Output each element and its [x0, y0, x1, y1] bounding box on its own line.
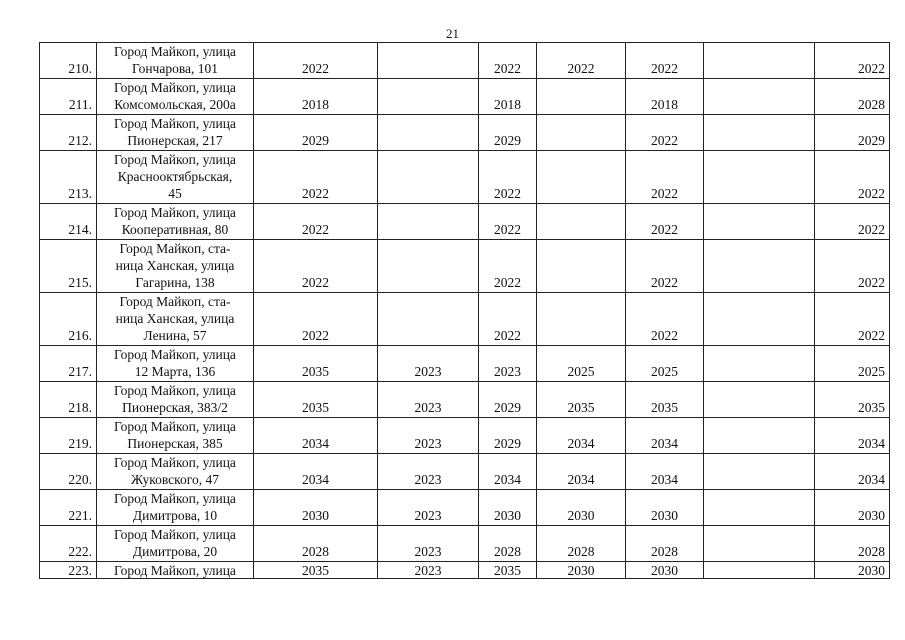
- year-cell: 2022: [815, 240, 890, 293]
- year-cell: 2029: [254, 115, 378, 151]
- year-cell: [378, 79, 479, 115]
- year-cell: [378, 240, 479, 293]
- year-cell: [378, 151, 479, 204]
- year-cell: 2022: [254, 204, 378, 240]
- year-cell: 2022: [626, 204, 704, 240]
- table-row: [40, 240, 890, 293]
- year-cell: 2023: [378, 526, 479, 562]
- row-number: 220.: [40, 454, 97, 490]
- table-row: [40, 43, 890, 79]
- year-cell: 2035: [815, 382, 890, 418]
- address-cell: Город Майкоп, улица Жуковского, 47: [97, 454, 254, 490]
- year-cell: 2022: [626, 115, 704, 151]
- year-cell: 2030: [815, 562, 890, 579]
- year-cell: 2022: [479, 204, 537, 240]
- year-cell: 2035: [254, 346, 378, 382]
- year-cell: 2023: [378, 562, 479, 579]
- year-cell: 2028: [815, 526, 890, 562]
- row-number: 212.: [40, 115, 97, 151]
- year-cell: [704, 346, 815, 382]
- year-cell: 2022: [815, 151, 890, 204]
- row-number: 219.: [40, 418, 97, 454]
- page-number: 21: [446, 26, 459, 41]
- year-cell: 2018: [626, 79, 704, 115]
- year-cell: 2030: [626, 562, 704, 579]
- table-row: [40, 151, 890, 204]
- year-cell: 2022: [479, 240, 537, 293]
- year-cell: 2028: [254, 526, 378, 562]
- row-number: 218.: [40, 382, 97, 418]
- year-cell: 2018: [479, 79, 537, 115]
- year-cell: 2025: [537, 346, 626, 382]
- year-cell: [537, 293, 626, 346]
- year-cell: [704, 43, 815, 79]
- address-cell: Город Майкоп, улица Краснооктябрьская, 45: [97, 151, 254, 204]
- address-cell: Город Майкоп, улица: [97, 562, 254, 579]
- table-row: [40, 79, 890, 115]
- row-number: 210.: [40, 43, 97, 79]
- year-cell: [537, 204, 626, 240]
- year-cell: 2022: [815, 43, 890, 79]
- year-cell: 2023: [378, 418, 479, 454]
- year-cell: 2028: [815, 79, 890, 115]
- year-cell: [704, 79, 815, 115]
- year-cell: [704, 293, 815, 346]
- address-cell: Город Майкоп, улица Кооперативная, 80: [97, 204, 254, 240]
- row-number: 211.: [40, 79, 97, 115]
- year-cell: 2029: [479, 418, 537, 454]
- address-cell: Город Майкоп, улица Комсомольская, 200а: [97, 79, 254, 115]
- year-cell: [537, 115, 626, 151]
- year-cell: 2022: [254, 43, 378, 79]
- year-cell: [537, 240, 626, 293]
- row-number: 214.: [40, 204, 97, 240]
- year-cell: 2022: [815, 204, 890, 240]
- year-cell: 2023: [378, 454, 479, 490]
- year-cell: 2030: [537, 490, 626, 526]
- year-cell: 2034: [537, 418, 626, 454]
- address-cell: Город Майкоп, улица Пионерская, 217: [97, 115, 254, 151]
- row-number: 213.: [40, 151, 97, 204]
- year-cell: 2022: [479, 43, 537, 79]
- year-cell: [378, 204, 479, 240]
- year-cell: 2034: [815, 454, 890, 490]
- year-cell: 2022: [479, 293, 537, 346]
- address-cell: Город Майкоп, улица Пионерская, 385: [97, 418, 254, 454]
- year-cell: 2022: [815, 293, 890, 346]
- year-cell: [537, 79, 626, 115]
- year-cell: 2034: [479, 454, 537, 490]
- year-cell: 2022: [626, 240, 704, 293]
- year-cell: 2025: [626, 346, 704, 382]
- year-cell: 2023: [479, 346, 537, 382]
- year-cell: 2022: [254, 151, 378, 204]
- year-cell: [704, 151, 815, 204]
- year-cell: 2035: [254, 562, 378, 579]
- year-cell: 2034: [815, 418, 890, 454]
- year-cell: 2023: [378, 382, 479, 418]
- year-cell: 2022: [626, 293, 704, 346]
- year-cell: 2028: [479, 526, 537, 562]
- year-cell: 2034: [537, 454, 626, 490]
- year-cell: 2028: [537, 526, 626, 562]
- year-cell: [704, 115, 815, 151]
- table-body: [40, 43, 890, 579]
- year-cell: 2034: [626, 418, 704, 454]
- year-cell: 2022: [479, 151, 537, 204]
- year-cell: [378, 293, 479, 346]
- year-cell: 2029: [815, 115, 890, 151]
- table-row: [40, 115, 890, 151]
- year-cell: [704, 204, 815, 240]
- year-cell: 2022: [626, 151, 704, 204]
- year-cell: 2030: [479, 490, 537, 526]
- year-cell: [704, 454, 815, 490]
- table-row: [40, 454, 890, 490]
- address-cell: Город Майкоп, улица Димитрова, 20: [97, 526, 254, 562]
- year-cell: [537, 151, 626, 204]
- table-row: [40, 562, 890, 579]
- table-row: [40, 204, 890, 240]
- year-cell: 2022: [254, 240, 378, 293]
- table-row: [40, 382, 890, 418]
- year-cell: 2030: [815, 490, 890, 526]
- year-cell: [378, 43, 479, 79]
- row-number: 216.: [40, 293, 97, 346]
- year-cell: 2023: [378, 346, 479, 382]
- address-cell: Город Майкоп, ста- ница Ханская, улица Ленина, 57: [97, 293, 254, 346]
- table-row: [40, 293, 890, 346]
- year-cell: [704, 562, 815, 579]
- table-row: [40, 418, 890, 454]
- year-cell: 2030: [626, 490, 704, 526]
- year-cell: 2034: [254, 454, 378, 490]
- row-number: 215.: [40, 240, 97, 293]
- table-row: [40, 526, 890, 562]
- year-cell: 2035: [479, 562, 537, 579]
- table-row: [40, 490, 890, 526]
- year-cell: 2023: [378, 490, 479, 526]
- year-cell: [704, 490, 815, 526]
- year-cell: [704, 418, 815, 454]
- year-cell: 2022: [626, 43, 704, 79]
- year-cell: 2035: [254, 382, 378, 418]
- year-cell: [704, 526, 815, 562]
- address-cell: Город Майкоп, улица Димитрова, 10: [97, 490, 254, 526]
- address-cell: Город Майкоп, улица 12 Марта, 136: [97, 346, 254, 382]
- year-cell: 2030: [254, 490, 378, 526]
- year-cell: 2018: [254, 79, 378, 115]
- year-cell: 2029: [479, 382, 537, 418]
- address-cell: Город Майкоп, ста- ница Ханская, улица Гагарина, 138: [97, 240, 254, 293]
- year-cell: 2030: [537, 562, 626, 579]
- table-row: [40, 346, 890, 382]
- year-cell: [378, 115, 479, 151]
- year-cell: 2022: [537, 43, 626, 79]
- year-cell: 2034: [254, 418, 378, 454]
- row-number: 223.: [40, 562, 97, 579]
- year-cell: 2028: [626, 526, 704, 562]
- address-cell: Город Майкоп, улица Гончарова, 101: [97, 43, 254, 79]
- year-cell: 2034: [626, 454, 704, 490]
- year-cell: 2022: [254, 293, 378, 346]
- year-cell: 2029: [479, 115, 537, 151]
- year-cell: 2035: [537, 382, 626, 418]
- year-cell: [704, 240, 815, 293]
- row-number: 222.: [40, 526, 97, 562]
- year-cell: 2035: [626, 382, 704, 418]
- year-cell: [704, 382, 815, 418]
- buildings-table: [39, 42, 890, 579]
- row-number: 217.: [40, 346, 97, 382]
- row-number: 221.: [40, 490, 97, 526]
- address-cell: Город Майкоп, улица Пионерская, 383/2: [97, 382, 254, 418]
- year-cell: 2025: [815, 346, 890, 382]
